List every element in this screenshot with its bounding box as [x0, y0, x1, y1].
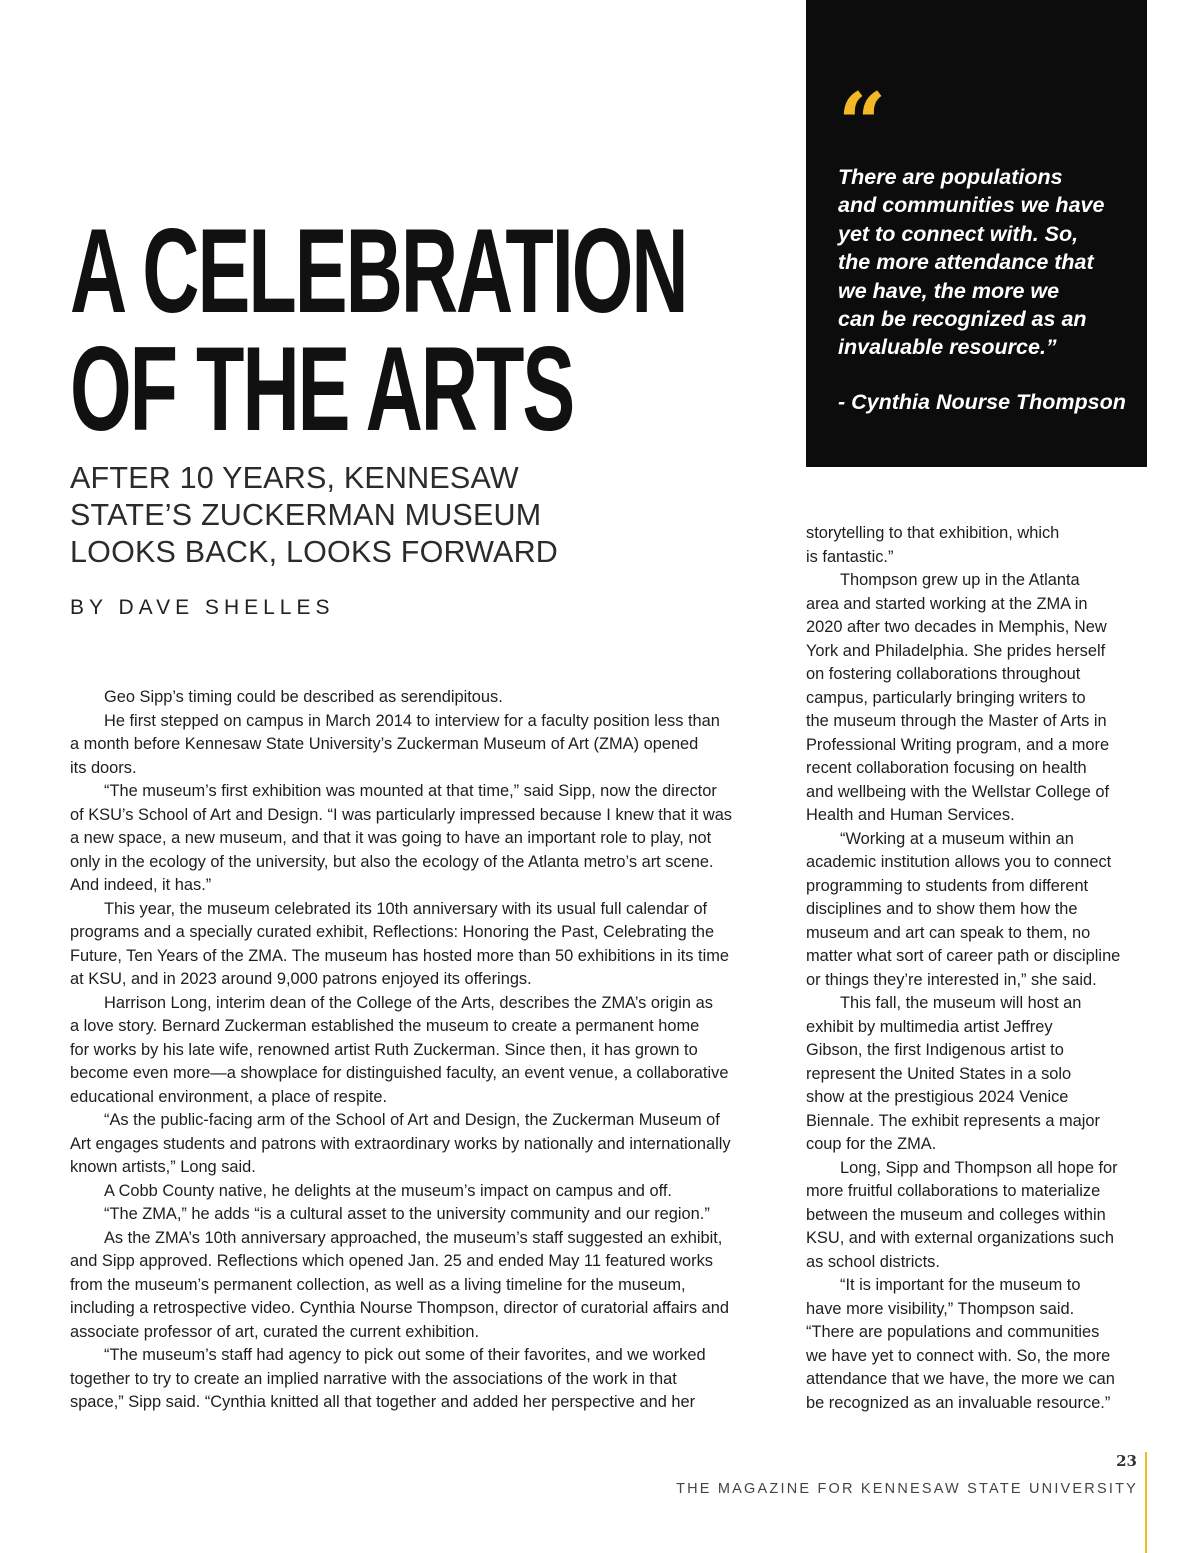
body-line: for works by his late wife, renowned artist Ruth Zuckerman. Since then, it has grown to: [70, 1040, 698, 1059]
body-line: “It is important for the museum to: [840, 1276, 1081, 1294]
body-line: from the museum’s permanent collection, as well as a living timeline for the museum,: [70, 1275, 686, 1294]
body-line: represent the United States in a solo: [806, 1064, 1072, 1083]
article-body-left-column: [70, 686, 785, 1415]
body-line: together to try to create an implied narrative with the associations of the work in that: [70, 1369, 677, 1388]
body-paragraph: [70, 686, 785, 710]
body-line: and wellbeing with the Wellstar College of: [806, 782, 1110, 801]
body-line: at KSU, and in 2023 around 9,000 patrons enjoyed its offerings.: [70, 970, 532, 988]
body-line: “The museum’s staff had agency to pick out some of their favorites, and we worked: [104, 1346, 706, 1364]
body-line: only in the ecology of the university, but also the ecology of the Atlanta metro’s art scene.: [70, 852, 714, 871]
body-line: Future, Ten Years of the ZMA. The museum has hosted more than 50 exhibitions in its time: [70, 946, 730, 965]
body-paragraph: [806, 1157, 1151, 1275]
pull-quote-line: invaluable resource.”: [838, 335, 1057, 360]
body-line: recent collaboration focusing on health: [806, 759, 1087, 777]
body-line: space,” Sipp said. “Cynthia knitted all that together and added her perspective and her: [70, 1393, 696, 1411]
body-paragraph: [70, 1180, 785, 1204]
body-paragraph: [806, 522, 1151, 569]
pull-quote-line: can be recognized as an: [838, 307, 1087, 332]
body-paragraph: [70, 992, 785, 1110]
body-paragraph: [70, 780, 785, 898]
body-line: known artists,” Long said.: [70, 1158, 256, 1176]
body-line: academic institution allows you to connect: [806, 853, 1112, 871]
body-line: on fostering collaborations throughout: [806, 665, 1081, 683]
pull-quote-line: we have, the more we: [838, 278, 1060, 303]
pull-quote-line: the more attendance that: [838, 250, 1094, 275]
body-paragraph: [70, 1109, 785, 1180]
body-line: 2020 after two decades in Memphis, New: [806, 618, 1107, 636]
body-paragraph: [70, 1203, 785, 1227]
body-line: Biennale. The exhibit represents a major: [806, 1111, 1100, 1130]
page-number: 23: [1116, 1452, 1137, 1470]
article-title-line: A CELEBRATION: [70, 204, 687, 338]
subtitle-line: LOOKS BACK, LOOKS FORWARD: [70, 535, 559, 569]
body-line: have more visibility,” Thompson said.: [806, 1299, 1075, 1318]
body-line: And indeed, it has.”: [70, 876, 212, 894]
body-line: Long, Sipp and Thompson all hope for: [840, 1158, 1118, 1177]
body-paragraph: [806, 1274, 1151, 1415]
body-line: Gibson, the first Indigenous artist to: [806, 1041, 1064, 1059]
byline: BY DAVE SHELLES: [70, 596, 335, 619]
body-line: storytelling to that exhibition, which: [806, 524, 1060, 542]
body-line: including a retrospective video. Cynthia Nourse Thompson, director of curatorial affairs and: [70, 1299, 730, 1317]
body-line: York and Philadelphia. She prides herself: [806, 641, 1106, 660]
body-line: disciplines and to show them how the: [806, 900, 1078, 918]
body-paragraph: [806, 569, 1151, 828]
body-line: A Cobb County native, he delights at the museum’s impact on campus and off.: [104, 1181, 672, 1200]
body-line: Professional Writing program, and a more: [806, 735, 1110, 754]
article-title-line: OF THE ARTS: [70, 322, 574, 456]
footer-accent-rule: [1145, 1452, 1147, 1553]
body-line: area and started working at the ZMA in: [806, 594, 1088, 613]
body-line: Health and Human Services.: [806, 806, 1015, 824]
body-line: As the ZMA’s 10th anniversary approached, the museum’s staff suggested an exhibit,: [104, 1228, 723, 1247]
body-line: be recognized as an invaluable resource.”: [806, 1393, 1111, 1412]
body-line: of KSU’s School of Art and Design. “I was particularly impressed because I knew that it was: [70, 805, 733, 824]
body-line: This fall, the museum will host an: [840, 994, 1082, 1012]
body-line: a month before Kennesaw State University’s Zuckerman Museum of Art (ZMA) opened: [70, 735, 699, 753]
body-line: campus, particularly bringing writers to: [806, 688, 1086, 707]
body-paragraph: [70, 898, 785, 992]
pull-quote-line: and communities we have: [838, 193, 1105, 218]
body-line: “Working at a museum within an: [840, 829, 1074, 848]
body-line: as school districts.: [806, 1252, 940, 1271]
body-line: “The ZMA,” he adds “is a cultural asset to the university community and our region.”: [104, 1205, 710, 1223]
pull-quote-attribution: - Cynthia Nourse Thompson: [838, 390, 1126, 414]
body-line: programming to students from different: [806, 876, 1089, 895]
body-paragraph: [70, 1227, 785, 1345]
body-paragraph: [70, 1344, 785, 1415]
pull-quote-box: [806, 0, 1147, 467]
body-line: is fantastic.”: [806, 547, 894, 566]
subtitle-line: AFTER 10 YEARS, KENNESAW: [70, 461, 519, 495]
body-line: or things they’re interested in,” she said.: [806, 970, 1097, 989]
article-title: [70, 204, 687, 456]
body-line: its doors.: [70, 758, 137, 777]
body-line: educational environment, a place of respite.: [70, 1087, 388, 1106]
body-line: become even more—a showplace for distinguished faculty, an event venue, a collaborative: [70, 1064, 729, 1082]
body-line: He first stepped on campus in March 2014 to interview for a faculty position less than: [104, 711, 720, 730]
article-body-right-column: [806, 522, 1151, 1415]
pull-quote-text: [838, 163, 1138, 362]
body-line: “As the public-facing arm of the School of Art and Design, the Zuckerman Museum of: [104, 1111, 720, 1129]
body-line: Art engages students and patrons with extraordinary works by nationally and internationally: [70, 1134, 731, 1153]
body-line: the museum through the Master of Arts in: [806, 712, 1107, 730]
body-line: associate professor of art, curated the current exhibition.: [70, 1322, 480, 1341]
body-line: Thompson grew up in the Atlanta: [840, 571, 1080, 589]
pull-quote-line: There are populations: [838, 165, 1063, 189]
body-line: coup for the ZMA.: [806, 1135, 937, 1153]
body-line: exhibit by multimedia artist Jeffrey: [806, 1017, 1053, 1036]
body-line: “There are populations and communities: [806, 1323, 1100, 1341]
body-line: more fruitful collaborations to materialize: [806, 1182, 1101, 1200]
pull-quote-line: yet to connect with. So,: [838, 221, 1079, 246]
magazine-footer: THE MAGAZINE FOR KENNESAW STATE UNIVERSITY: [676, 1481, 1138, 1497]
body-line: Geo Sipp’s timing could be described as serendipitous.: [104, 688, 503, 706]
body-paragraph: [806, 992, 1151, 1157]
quote-mark-icon: “: [838, 74, 887, 173]
body-line: between the museum and colleges within: [806, 1205, 1106, 1224]
body-line: a new space, a new museum, and that it was going to have an important role to play, not: [70, 829, 712, 847]
body-line: matter what sort of career path or discipline: [806, 947, 1121, 965]
body-line: attendance that we have, the more we can: [806, 1370, 1115, 1388]
body-line: “The museum’s first exhibition was mounted at that time,” said Sipp, now the director: [104, 782, 717, 800]
body-paragraph: [70, 710, 785, 781]
body-line: show at the prestigious 2024 Venice: [806, 1088, 1069, 1106]
body-line: museum and art can speak to them, no: [806, 923, 1091, 942]
body-line: KSU, and with external organizations such: [806, 1229, 1114, 1247]
subtitle-line: STATE’S ZUCKERMAN MUSEUM: [70, 498, 542, 532]
body-line: and Sipp approved. Reflections which opened Jan. 25 and ended May 11 featured works: [70, 1252, 713, 1270]
article-subtitle: [70, 460, 590, 571]
body-line: This year, the museum celebrated its 10th anniversary with its usual full calendar of: [104, 899, 708, 918]
body-line: Harrison Long, interim dean of the College of the Arts, describes the ZMA’s origin as: [104, 993, 713, 1012]
body-line: we have yet to connect with. So, the more: [806, 1346, 1111, 1365]
body-line: a love story. Bernard Zuckerman established the museum to create a permanent home: [70, 1017, 700, 1035]
body-line: programs and a specially curated exhibit, Reflections: Honoring the Past, Celebrating the: [70, 923, 715, 941]
body-paragraph: [806, 828, 1151, 993]
